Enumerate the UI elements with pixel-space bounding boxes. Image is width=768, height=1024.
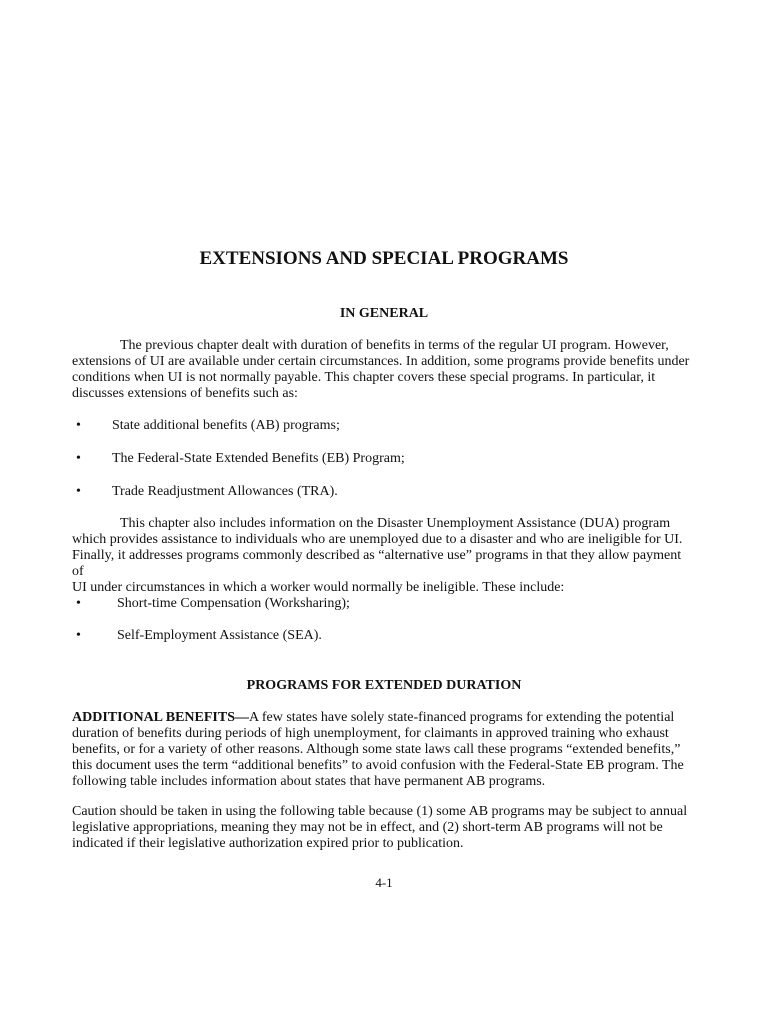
section-heading-in-general: IN GENERAL xyxy=(339,306,429,321)
ab-line: duration of benefits during periods of high unemployment, for claimants in approved training who exhaust xyxy=(72,726,669,741)
bullet-item-self-employment-assistance xyxy=(72,628,696,644)
ab-line: benefits, or for a variety of other reasons. Although some state laws call these programs “extended benefits,” xyxy=(72,742,681,757)
section-heading-extended-duration: PROGRAMS FOR EXTENDED DURATION xyxy=(246,678,522,693)
intro-paragraph xyxy=(72,338,696,402)
bullet-text: Trade Readjustment Allowances (TRA). xyxy=(112,484,338,499)
page-number: 4-1 xyxy=(375,875,393,890)
bullet-text: The Federal-State Extended Benefits (EB) Program; xyxy=(112,451,405,466)
intro-line: The previous chapter dealt with duration of benefits in terms of the regular UI program. However, xyxy=(120,338,669,353)
ab-line: following table includes information about states that have permanent AB programs. xyxy=(72,774,546,789)
bullet-item-eb xyxy=(72,451,696,467)
dua-line: which provides assistance to individuals who are unemployed due to a disaster and who are ineligible for UI. xyxy=(72,532,683,547)
bullet-icon: • xyxy=(76,451,81,466)
intro-line: conditions when UI is not normally payable. This chapter covers these special programs. In particular, it xyxy=(72,370,656,385)
bullet-icon: • xyxy=(76,628,81,643)
bullet-text: Self-Employment Assistance (SEA). xyxy=(117,628,322,643)
dua-paragraph xyxy=(72,516,696,596)
intro-line: extensions of UI are available under certain circumstances. In addition, some programs provide benefits under xyxy=(72,354,690,369)
bullet-icon: • xyxy=(76,484,81,499)
bullet-icon: • xyxy=(76,418,81,433)
bullet-text: Short-time Compensation (Worksharing); xyxy=(117,596,350,611)
caution-line: Caution should be taken in using the following table because (1) some AB programs may be subject to annual xyxy=(72,804,688,819)
bullet-item-tra xyxy=(72,484,696,500)
caution-line: legislative appropriations, meaning they may not be in effect, and (2) short-term AB programs will not be xyxy=(72,820,663,835)
dua-line: UI under circumstances in which a worker would normally be ineligible. These include: xyxy=(72,580,565,595)
bullet-item-short-time-compensation xyxy=(72,596,696,612)
bullet-item-ab xyxy=(72,418,696,434)
caution-paragraph xyxy=(72,804,696,852)
intro-line: discusses extensions of benefits such as: xyxy=(72,386,298,401)
bullet-text: State additional benefits (AB) programs; xyxy=(112,418,340,433)
dua-line: This chapter also includes information on the Disaster Unemployment Assistance (DUA) program xyxy=(120,516,671,531)
caution-line: indicated if their legislative authorization expired prior to publication. xyxy=(72,836,464,851)
ab-line: this document uses the term “additional benefits” to avoid confusion with the Federal-State EB program. The xyxy=(72,758,684,773)
ab-line: A few states have solely state-financed programs for extending the potential xyxy=(249,710,675,725)
document-title: EXTENSIONS AND SPECIAL PROGRAMS xyxy=(199,248,569,269)
bullet-icon: • xyxy=(76,596,81,611)
dua-line: Finally, it addresses programs commonly described as “alternative use” programs in that they allow payment of xyxy=(72,548,682,579)
additional-benefits-lead: ADDITIONAL BENEFITS— xyxy=(72,710,249,725)
additional-benefits-paragraph xyxy=(72,710,696,790)
